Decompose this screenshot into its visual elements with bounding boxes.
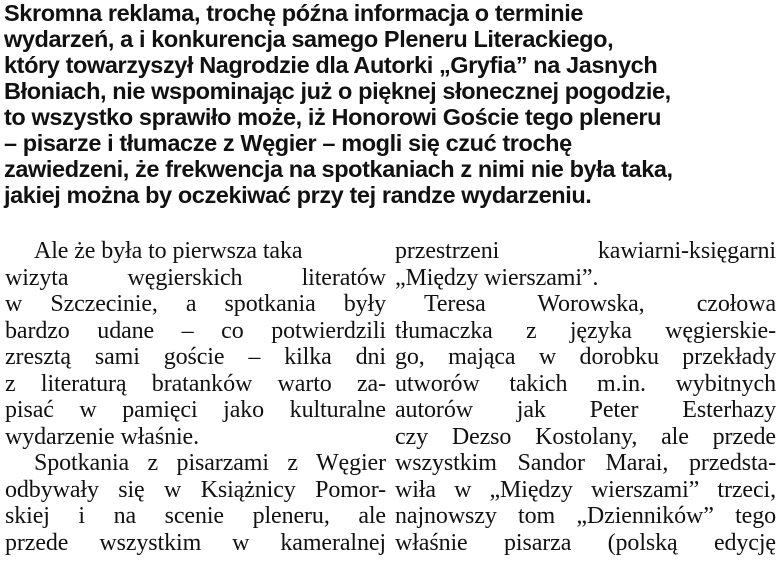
paragraph-first-line: Ale że była to pierwsza taka [34,238,303,264]
text-line: zresztą sami goście – kilka dni [5,344,386,370]
text-line: utworów takich m.in. wybitnych [395,370,776,397]
lead-line: to wszystko sprawiło może, iż Honorowi Goście tego pleneru [4,104,662,130]
article-column-right [395,238,776,556]
text-line: najnowszy tom „Dzienników” tego [395,503,776,529]
lead-paragraph [4,0,780,208]
text-line: tłumaczka z języka węgierskie- [395,317,776,344]
paragraph-first-line: Spotkania z pisarzami z Węgier [34,450,386,476]
text-line: w Szczecinie, a spotkania były [5,291,386,317]
text-line: przede wszystkim w kameralnej [5,529,386,556]
text-line: wydarzenie właśnie. [5,423,200,450]
paragraph-first-line: Teresa Worowska, czołowa [424,291,776,317]
text-line: z literaturą bratanków warto za- [5,370,386,397]
text-line: skiej i na scenie pleneru, ale [5,503,386,529]
text-line: „Między wierszami”. [395,264,599,291]
text-line: go, mająca w dorobku przekłady [395,344,776,370]
lead-line: jakiej można by oczekiwać przy tej randze wydarzeniu. [4,182,592,208]
text-line: właśnie pisarza (polską edycję [395,529,776,556]
text-line: pisać w pamięci jako kulturalne [5,397,386,423]
lead-line: Błoniach, nie wspominając już o pięknej słonecznej pogodzie, [4,78,671,104]
text-line: bardzo udane – co potwierdzili [5,317,386,344]
text-line: wiła w „Między wierszami” trzeci, [395,476,776,503]
text-line: wizyta węgierskich literatów [5,264,386,291]
lead-line: zawiedzeni, że frekwencja na spotkaniach z nimi nie była taka, [4,156,673,182]
text-line: czy Dezso Kostolany, ale przede [395,423,776,450]
article-column-left [5,238,386,556]
lead-line: Skromna reklama, trochę późna informacja o terminie [4,0,584,26]
text-line: wszystkim Sandor Marai, przedsta- [395,450,776,476]
lead-line: – pisarze i tłumacze z Węgier – mogli się czuć trochę [4,130,572,156]
text-line: odbywały się w Książnicy Pomor- [5,476,386,503]
lead-line: wydarzeń, a i konkurencja samego Pleneru Literackiego, [4,26,614,52]
lead-line: który towarzyszył Nagrodzie dla Autorki „Gryfia” na Jasnych [4,52,658,78]
text-line: przestrzeni kawiarni-księgarni [395,238,776,264]
text-line: autorów jak Peter Esterhazy [395,397,776,423]
